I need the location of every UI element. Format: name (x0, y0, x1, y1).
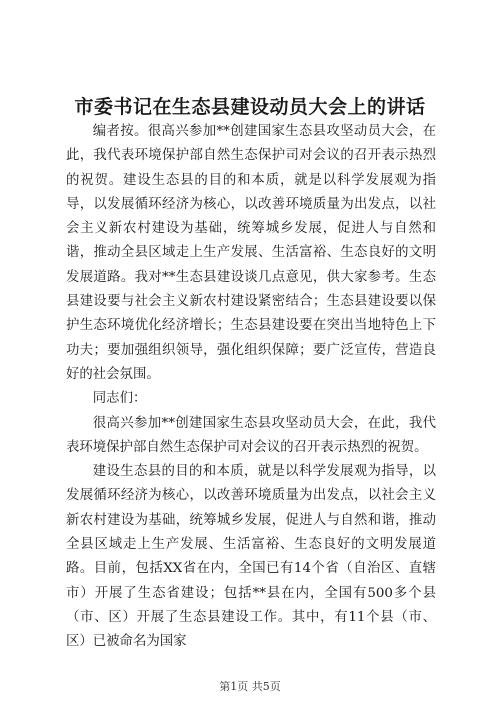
body-paragraph: 建设生态县的目的和本质，就是以科学发展观为指导，以发展循环经济为核心，以改善环境质量为出发点，以社会主义新农村建设为基础，统筹城乡发展，促进人与自然和谐，推动全县区域走上生产发展、生活富裕、生态良好的文明发展道路。目前，包括XX省在内，全国已有14个省（自治区、直辖市）开展了生态省建设；包括**县在内，全国有500多个县（市、区）开展了生态县建设工作。其中，有11个县（市、区）已被命名为国家 (66, 464, 436, 650)
document-body (66, 120, 436, 655)
salutation-paragraph: 同志们： (92, 391, 147, 407)
document-title: 市委书记在生态县建设动员大会上的讲话 (74, 96, 426, 118)
greeting-paragraph: 很高兴参加**创建国家生态县攻坚动员大会，在此，我代表环境保护部自然生态保护司对会议的召开表示热烈的祝贺。 (66, 415, 436, 455)
editor-note-paragraph: 编者按。很高兴参加**创建国家生态县攻坚动员大会，在此，我代表环境保护部自然生态保护司对会议的召开表示热烈的祝贺。建设生态县的目的和本质，就是以科学发展观为指导，以发展循环经济为核心，以改善环境质量为出发点，以社会主义新农村建设为基础，统筹城乡发展，促进人与自然和谐，推动全县区域走上生产发展、生活富裕、生态良好的文明发展道路。我对**生态县建设谈几点意见，供大家参考。生态县建设要与社会主义新农村建设紧密结合；生态县建设要以保护生态环境优化经济增长；生态县建设要在突出当地特色上下功夫；要加强组织领导，强化组织保障；要广泛宣传，营造良好的社会氛围。 (66, 124, 436, 382)
page-number-footer: 第1页 共5页 (219, 680, 281, 693)
